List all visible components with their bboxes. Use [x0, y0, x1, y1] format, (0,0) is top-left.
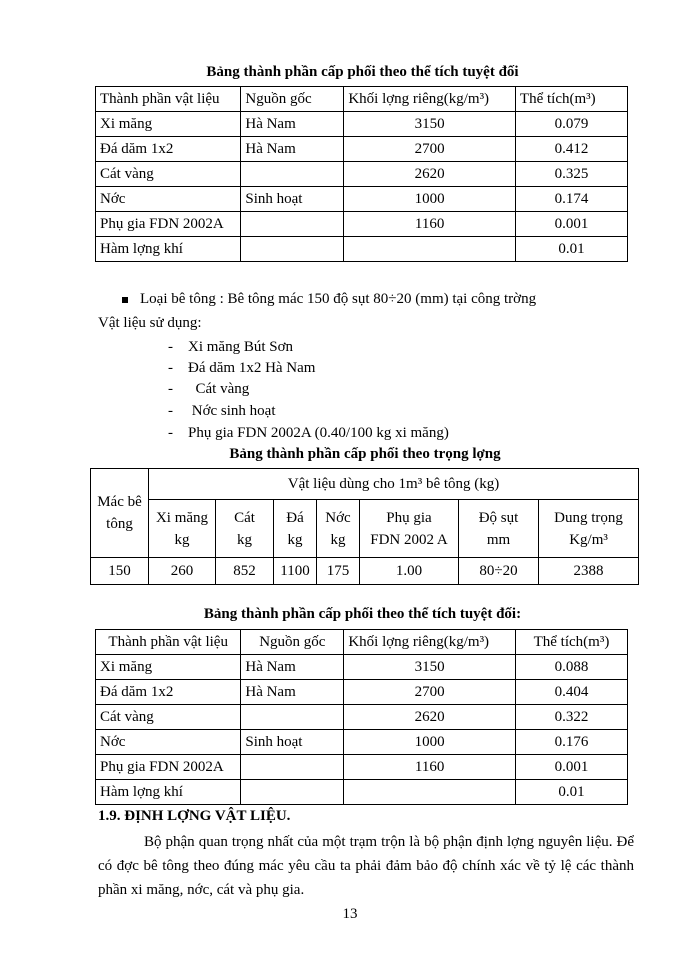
table-cell: 852 [216, 558, 274, 585]
sub-header-row [91, 500, 639, 558]
table-cell: 1160 [344, 212, 516, 237]
table-cell: 0.001 [515, 212, 627, 237]
sub-header-cell: Độ sụt mm [459, 500, 539, 558]
header-cell: Khối lợng riêng(kg/m³) [344, 87, 516, 112]
table-cell: 0.412 [515, 137, 627, 162]
table-cell: 2700 [344, 137, 516, 162]
section-paragraph: Bộ phận quan trọng nhất của một trạm trộn là bộ phận định lợng nguyên liệu. Để có đợc bê tông theo đúng mác yêu cầu ta phải đảm bảo độ chính xác về tỷ lệ các thành phần xi măng, nớc, cát và phụ gia. [98, 834, 634, 898]
list-item-text: Xi măng Bút Sơn [188, 339, 294, 355]
table-cell: Xi măng [96, 655, 241, 680]
table-cell: 1000 [344, 187, 516, 212]
table-cell: 3150 [344, 655, 516, 680]
list-item: - Cát vàng [168, 381, 250, 397]
table-row [96, 237, 628, 262]
table1-title: Bảng thành phần cấp phối theo thể tích tuyệt đối [206, 64, 519, 80]
table-cell [344, 780, 516, 805]
header-cell: Thành phần vật liệu [96, 630, 241, 655]
table-header-row [96, 630, 628, 655]
table-cell: 0.176 [515, 730, 627, 755]
table-cell: 2620 [344, 162, 516, 187]
table-cell: 0.325 [515, 162, 627, 187]
sub-header-cell: Nớc kg [317, 500, 360, 558]
table-cell: 0.404 [515, 680, 627, 705]
table-cell: Cát vàng [96, 705, 241, 730]
table-cell: 2388 [539, 558, 639, 585]
table-cell: 0.174 [515, 187, 627, 212]
table-cell: 0.01 [515, 237, 627, 262]
table-cell: Xi măng [96, 112, 241, 137]
table-cell: Phụ gia FDN 2002A [96, 755, 241, 780]
table-cell: Phụ gia FDN 2002A [96, 212, 241, 237]
table-header-row [96, 87, 628, 112]
sub-header-cell: Cát kg [216, 500, 274, 558]
table-cell: Hàm lợng khí [96, 237, 241, 262]
table-cell [344, 237, 516, 262]
header-cell: Thể tích(m³) [515, 630, 627, 655]
table2 [90, 468, 639, 585]
concrete-type-text: Loại bê tông : Bê tông mác 150 độ sụt 80÷20 (mm) tại công trờng [140, 291, 537, 307]
header-cell: Thể tích(m³) [515, 87, 627, 112]
table-cell: Hà Nam [241, 137, 344, 162]
table-cell: 1.00 [360, 558, 459, 585]
table-cell: Sinh hoạt [241, 187, 344, 212]
table-row [96, 655, 628, 680]
table-cell: 80÷20 [459, 558, 539, 585]
list-item: - Xi măng Bút Sơn [168, 339, 294, 355]
table-row [96, 112, 628, 137]
table1 [95, 86, 628, 262]
table-cell: Sinh hoạt [241, 730, 344, 755]
table-cell: 0.001 [515, 755, 627, 780]
table-cell: Hà Nam [241, 655, 344, 680]
table-cell: 0.079 [515, 112, 627, 137]
list-item-text: Đá dăm 1x2 Hà Nam [188, 360, 316, 376]
mac-header-cell: Mác bê tông [91, 469, 149, 558]
table-cell [241, 780, 344, 805]
table-row [96, 755, 628, 780]
table-row [96, 780, 628, 805]
table-row [96, 187, 628, 212]
table-row [91, 558, 639, 585]
sub-header-cell: Phụ gia FDN 2002 A [360, 500, 459, 558]
table-cell: 2620 [344, 705, 516, 730]
header-cell: Khối lợng riêng(kg/m³) [344, 630, 516, 655]
header-cell: Nguồn gốc [241, 87, 344, 112]
list-item: - Đá dăm 1x2 Hà Nam [168, 360, 316, 376]
table3 [95, 629, 628, 805]
group-header-cell: Vật liệu dùng cho 1m³ bê tông (kg) [149, 469, 639, 500]
sub-header-cell: Xi măng kg [149, 500, 216, 558]
table-cell: Nớc [96, 730, 241, 755]
table-cell: 150 [91, 558, 149, 585]
table-row [96, 162, 628, 187]
table-cell: Nớc [96, 187, 241, 212]
table-row [96, 705, 628, 730]
table2-title: Bảng thành phần cấp phối theo trọng lợng [229, 446, 501, 462]
table-cell: Hàm lợng khí [96, 780, 241, 805]
table-row [96, 730, 628, 755]
table-cell [241, 705, 344, 730]
table-cell: 2700 [344, 680, 516, 705]
table-cell: 0.088 [515, 655, 627, 680]
table-cell [241, 237, 344, 262]
table-cell: 1100 [274, 558, 317, 585]
table-cell: 260 [149, 558, 216, 585]
list-item: - Phụ gia FDN 2002A (0.40/100 kg xi măng) [168, 425, 449, 441]
materials-intro: Vật liệu sử dụng: [98, 315, 202, 331]
table-cell: Cát vàng [96, 162, 241, 187]
table-cell: Hà Nam [241, 112, 344, 137]
list-item: - Nớc sinh hoạt [168, 403, 276, 419]
sub-header-cell: Đá kg [274, 500, 317, 558]
list-item-text: Phụ gia FDN 2002A (0.40/100 kg xi măng) [188, 425, 449, 441]
table-cell [241, 212, 344, 237]
table-row [96, 212, 628, 237]
table-cell: 175 [317, 558, 360, 585]
sub-header-cell: Dung trọng Kg/m³ [539, 500, 639, 558]
table3-title: Bảng thành phần cấp phối theo thể tích tuyệt đối: [203, 606, 522, 622]
table-cell [241, 755, 344, 780]
table-cell: Hà Nam [241, 680, 344, 705]
table-cell: 0.01 [515, 780, 627, 805]
table-row [96, 680, 628, 705]
table-cell: 3150 [344, 112, 516, 137]
table-cell: Đá dăm 1x2 [96, 137, 241, 162]
header-cell: Thành phần vật liệu [96, 87, 241, 112]
bullet-icon [122, 297, 128, 303]
table-cell: Đá dăm 1x2 [96, 680, 241, 705]
header-cell: Nguồn gốc [241, 630, 344, 655]
list-item-text: Cát vàng [195, 381, 250, 397]
section-heading: 1.9. ĐỊNH LỢNG VẬT LIỆU. [98, 808, 291, 824]
list-item-text: Nớc sinh hoạt [191, 403, 276, 419]
table-cell: 0.322 [515, 705, 627, 730]
concrete-type-line [122, 291, 536, 308]
table-cell [241, 162, 344, 187]
table-cell: 1160 [344, 755, 516, 780]
table-row [96, 137, 628, 162]
table-cell: 1000 [344, 730, 516, 755]
page-number: 13 [342, 906, 358, 922]
